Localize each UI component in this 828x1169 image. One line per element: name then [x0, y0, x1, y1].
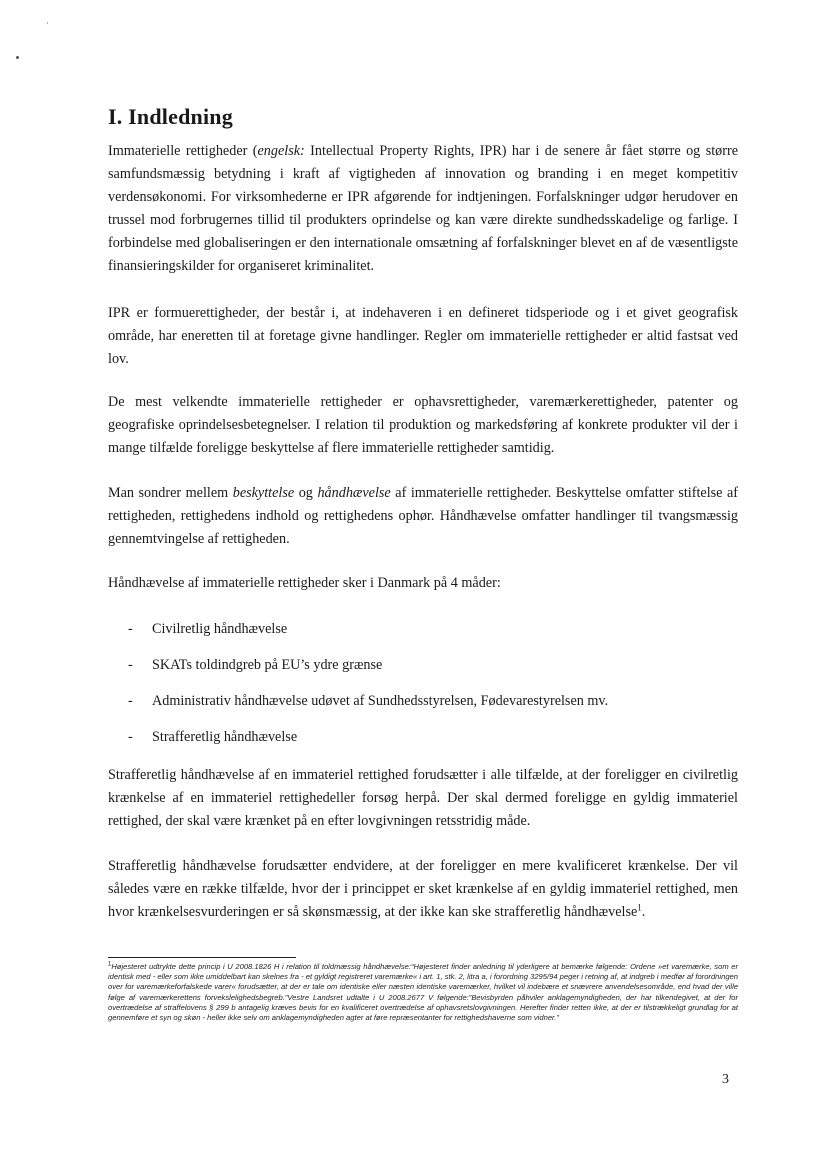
- paragraph-6: Strafferetlig håndhævelse af en immateriel rettighed forudsætter i alle tilfælde, at der foreligger en civilretlig krænkelse af en immateriel rettighedeller forsøg herpå. Der skal dermed foreligge en gyldig immateriel rettighed, der skal være krænket på en efter lovgivningen retsstridig måde.: [108, 767, 738, 829]
- footnote-marker: 1: [108, 961, 112, 968]
- list-item: - Civilretlig håndhævelse: [128, 621, 288, 637]
- section-heading: I. Indledning: [108, 104, 233, 129]
- footnote: $^1$Højesteret udtrykte dette princip i U 2008.1826 H i relation til toldmæssig håndhævelse:“Højesteret finder anledning til yderligere at bemærke følgende: Ordene »et varemærke, som er identisk med - eller som ikke umiddelbart kan skelnes fra - et gyldigt registreret varemærke« i art. 1, stk. 2, litra a, i forordning 3295/94 peger i retning af, at indgreb i medfør af forordningen over for varemærkeforfalskede varer« forudsætter, at der er tale om identiske eller næsten identiske varemærker, hvilket vil indebære et snævrere anvendelsesområde, end hvad der ville følge af varemærkerettens forvekslelighedsbegreb.”Vestre Landsret udtalte i U 2008.2677 V følgende:”Bevisbyrden påhviler anklagemyndigheden, der har tilkendegivet, at der for overtrædelse af straffelovens § 299 b antagelig kræves bevis for en kvalificeret overtrædelse af ophavsretslovgivningen. Herefter finder retten ikke, at der er tilstrækkeligt grundlag for at gennemføre et syn og skøn - heller ikke selv om anklagemyndigheden agter at føre repræsentanter for rettighedshaverne som vidner.”: [108, 961, 738, 1023]
- list-item: - Administrativ håndhævelse udøvet af Sundhedsstyrelsen, Fødevarestyrelsen mv.: [128, 693, 609, 709]
- paragraph-5: Håndhævelse af immaterielle rettigheder sker i Danmark på 4 måder:: [108, 575, 501, 591]
- list-item: - Strafferetlig håndhævelse: [128, 729, 298, 745]
- paragraph-1: Immaterielle rettigheder (engelsk: Intellectual Property Rights, IPR) har i de senere år fået større og større samfundsmæssig betydning i kraft af vigtigheden af innovation og branding i en meget kompetitiv verdensøkonomi. For virksomhederne er IPR afgørende for indtjeningen. Forfalskninger udgør herudover en trussel mod forbrugernes tillid til produkters oprindelse og kan være direkte sundhedsskadelige og farlige. I forbindelse med globaliseringen er den internationale omsætning af forfalskninger blevet en af de væsentligste finansieringskilder for organiseret kriminalitet.: [108, 143, 738, 274]
- page-number: 3: [722, 1072, 729, 1087]
- enforcement-list: [108, 618, 738, 762]
- paragraph-4: Man sondrer mellem beskyttelse og håndhævelse af immaterielle rettigheder. Beskyttelse omfatter stiftelse af rettigheden, rettighedens indhold og rettighedens ophør. Håndhævelse omfatter handlinger til tvangsmæssig gennemtvingelse af rettigheden.: [108, 485, 739, 547]
- scan-speck: [47, 22, 48, 24]
- list-item: - SKATs toldindgreb på EU’s ydre grænse: [128, 657, 383, 673]
- scan-speck: [16, 56, 19, 59]
- footnote-ref[interactable]: 1: [637, 902, 642, 913]
- paragraph-7: Strafferetlig håndhævelse forudsætter endvidere, at der foreligger en mere kvalificeret krænkelse. Der vil således være en række tilfælde, hvor der i princippet er sket krænkelse af en gyldig immateriel rettighed, men hvor krænkelsesvurderingen er så skønsmæssig, at der ikke kan ske strafferetlig håndhævelse$^1$.: [108, 858, 738, 920]
- footnote-divider: [108, 957, 296, 958]
- paragraph-3: De mest velkendte immaterielle rettigheder er ophavsrettigheder, varemærkerettigheder, patenter og geografiske oprindelsesbetegnelser. I relation til produktion og markedsføring af konkrete produkter vil der i mange tilfælde foreligge beskyttelse af flere immaterielle rettigheder samtidig.: [108, 394, 738, 456]
- paragraph-2: IPR er formuerettigheder, der består i, at indehaveren i en defineret tidsperiode og i et givet geografisk område, har eneretten til at foretage givne handlinger. Regler om immaterielle rettigheder er altid fastsat ved lov.: [108, 305, 738, 367]
